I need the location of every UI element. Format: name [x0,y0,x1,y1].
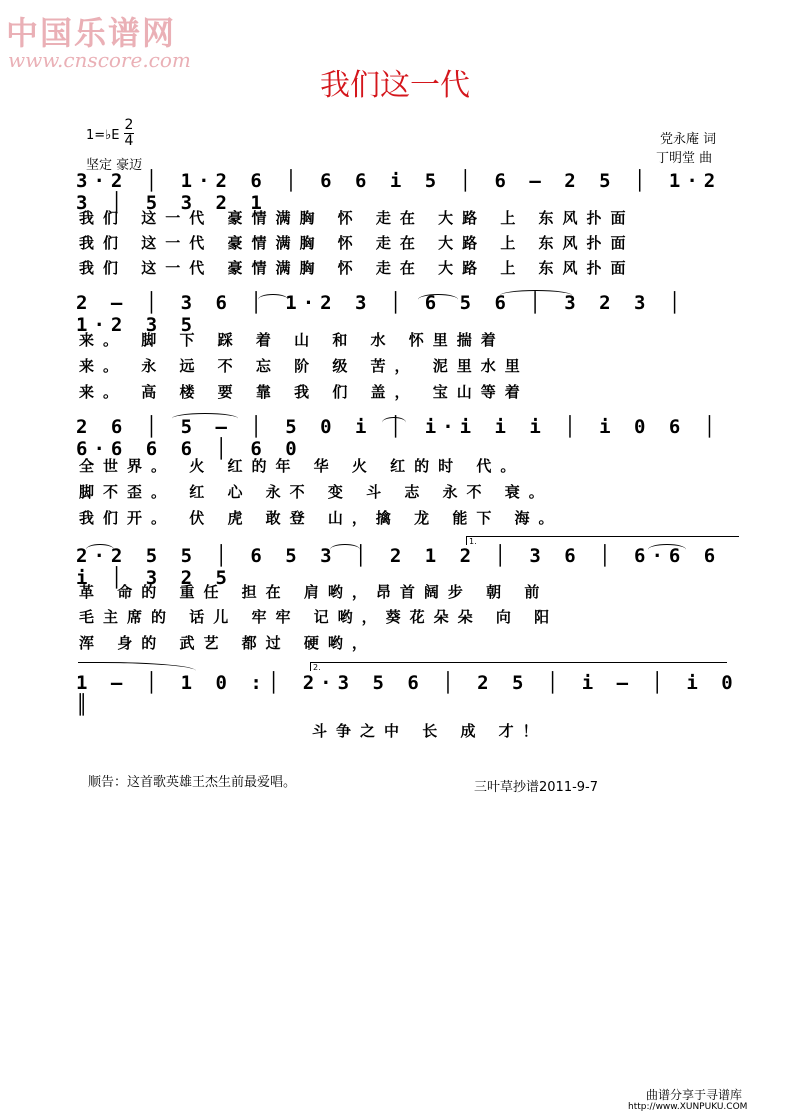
lyric-line: 革 命的 重任 担在 肩哟，昂首阔步 朝 前 [79,583,549,601]
lyric-line: 斗争之中 长 成 才！ [312,722,547,740]
footer-site-url[interactable]: http://www.XUNPUKU.COM [628,1102,748,1112]
tempo-mark: 坚定 豪迈 [86,158,143,173]
notation-line: 2·2 5 5 │ 6 5 3 │ 2 1 2 │ 3 6 │ 6·6 6 i │ 3 2 5 [76,544,722,589]
staff-system-4 [76,544,740,589]
staff-system-3 [76,415,740,460]
lyricist-credit: 党永庵 词 [660,132,717,147]
watermark-logo: 中国乐谱网 [6,14,177,52]
lyric-line: 我们 这一代 豪情满胸 怀 走在 大路 上 东风扑面 [79,259,635,277]
lyric-line: 毛主席的 话儿 牢牢 记哟，葵花朵朵 向 阳 [79,608,559,626]
lyric-line: 来。 高 楼 要 靠 我 们 盖， 宝山等着 [79,383,529,401]
notation-line: 1 – │ 1 0 :│ 2·3 5 6 │ 2 5 │ i – │ i 0 ║ [76,671,739,716]
lyric-line: 来。 永 远 不 忘 阶 级 苦， 泥里水里 [79,357,529,375]
staff-system-2 [76,291,740,336]
staff-system-5 [76,671,740,716]
composer-credit: 丁明堂 曲 [656,151,713,166]
key-signature: 1=♭E [86,128,120,143]
lyric-line: 我们 这一代 豪情满胸 怀 走在 大路 上 东风扑面 [79,234,635,252]
notation-line: 2 6 │ 5 – │ 5 0 i │ i·i i i │ i 0 6 │ 6·6 6 6 │ 6 0 [76,415,722,460]
volta-bracket-2: 2. [310,662,727,671]
notation-line: 3·2 │ 1·2 6 │ 6 6 i 5 │ 6 – 2 5 │ 1·2 3 │ 5 3 2 1 [76,169,722,214]
lyric-line: 我们开。 伏 虎 敢登 山，擒 龙 能下 海。 [79,509,563,527]
footnote: 顺告：这首歌英雄王杰生前最爱唱。 [88,775,297,790]
volta-bracket-1: 1. [466,536,739,545]
lyric-line: 脚不歪。 红 心 永不 变 斗 志 永不 衰。 [79,483,553,501]
footer-site-name: 曲谱分享于寻谱库 [646,1088,743,1102]
watermark-url: www.cnscore.com [8,48,191,72]
time-sig-top: 2 [124,117,134,133]
transcriber-credit: 三叶草抄谱2011-9-7 [474,780,599,795]
lyric-line: 我们 这一代 豪情满胸 怀 走在 大路 上 东风扑面 [79,209,635,227]
lyric-line: 全世界。 火 红的年 华 火 红的时 代。 [79,457,525,475]
staff-system-1 [76,169,740,214]
lyric-line: 浑 身的 武艺 都过 硬哟， [79,634,376,652]
time-sig-bottom: 4 [124,133,134,149]
song-title: 我们这一代 [320,68,470,103]
lyric-line: 来。 脚 下 踩 着 山 和 水 怀里揣着 [79,331,505,349]
notation-line: 2 – │ 3 6 │ 1·2 3 │ 6 5 6 │ 3 2 3 │ 1·2 3 5 [76,291,687,336]
time-signature [124,118,134,149]
